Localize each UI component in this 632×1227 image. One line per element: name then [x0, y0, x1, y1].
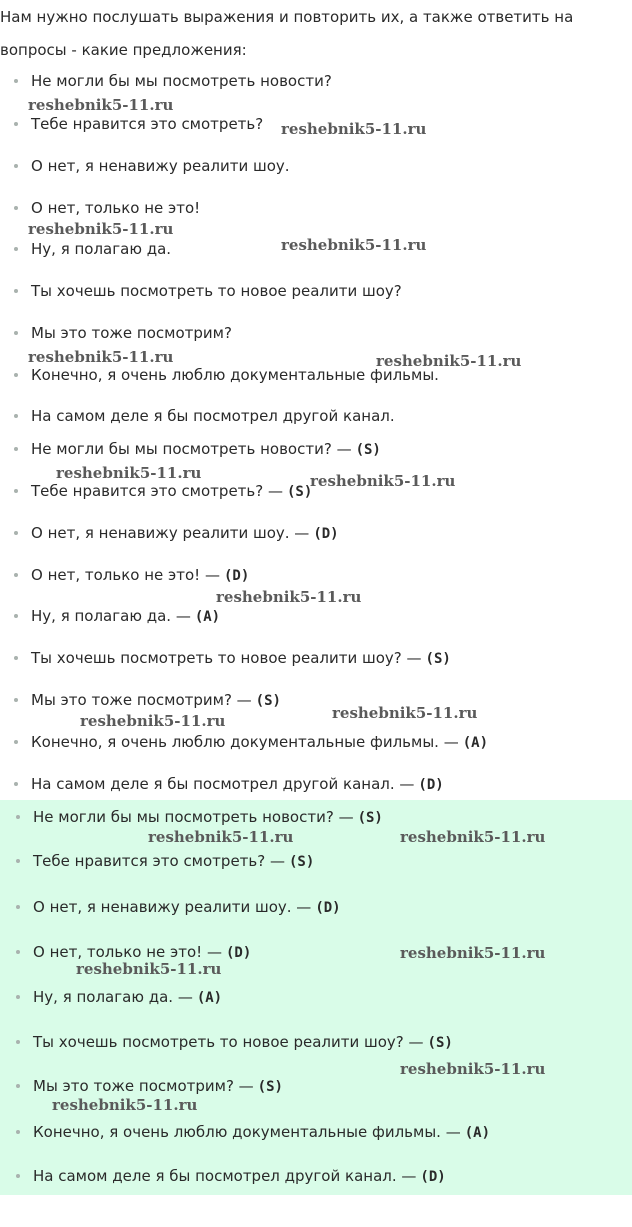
- bullet-icon: [14, 782, 18, 786]
- bullet-icon: [14, 373, 18, 377]
- watermark: reshebnik5-11.ru: [281, 236, 427, 254]
- list-item: О нет, только не это!: [14, 199, 200, 217]
- bullet-icon: [14, 289, 18, 293]
- answer-label: (D): [313, 526, 339, 542]
- answer-label: (S): [357, 810, 383, 826]
- bullet-icon: [16, 859, 20, 863]
- answer-label: (D): [315, 900, 341, 916]
- list-item: О нет, я ненавижу реалити шоу. — (D): [14, 524, 339, 542]
- bullet-icon: [14, 164, 18, 168]
- bullet-icon: [14, 614, 18, 618]
- watermark: reshebnik5-11.ru: [376, 352, 522, 370]
- intro-line-1: Нам нужно послушать выражения и повторить их, а также ответить на: [0, 8, 574, 26]
- list-item: Мы это тоже посмотрим? — (S): [14, 691, 281, 709]
- answer-label: (D): [418, 777, 444, 793]
- list-item: Ты хочешь посмотреть то новое реалити шоу? — (S): [14, 649, 451, 667]
- list-item: На самом деле я бы посмотрел другой канал. — (D): [16, 1167, 446, 1185]
- watermark: reshebnik5-11.ru: [148, 828, 294, 846]
- list-item: О нет, я ненавижу реалити шоу.: [14, 157, 290, 175]
- bullet-icon: [14, 447, 18, 451]
- intro-line-2: вопросы - какие предложения:: [0, 41, 247, 59]
- answer-label: (A): [464, 1125, 491, 1141]
- list-item: О нет, я ненавижу реалити шоу. — (D): [16, 898, 341, 916]
- list-item: Мы это тоже посмотрим? — (S): [16, 1077, 283, 1095]
- answer-label: (D): [420, 1169, 446, 1185]
- list-item: Ну, я полагаю да. — (A): [16, 988, 222, 1006]
- bullet-icon: [14, 489, 18, 493]
- bullet-icon: [16, 995, 20, 999]
- answer-label: (S): [288, 854, 315, 870]
- answer-label: (S): [255, 693, 281, 709]
- watermark: reshebnik5-11.ru: [310, 472, 456, 490]
- bullet-icon: [16, 1040, 20, 1044]
- bullet-icon: [14, 331, 18, 335]
- list-item: О нет, только не это! — (D): [14, 566, 249, 584]
- bullet-icon: [14, 573, 18, 577]
- watermark: reshebnik5-11.ru: [216, 588, 362, 606]
- answer-label: (S): [425, 651, 451, 667]
- bullet-icon: [16, 1084, 20, 1088]
- list-item: Ну, я полагаю да. — (A): [14, 607, 220, 625]
- watermark: reshebnik5-11.ru: [400, 828, 546, 846]
- list-item: На самом деле я бы посмотрел другой канал. — (D): [14, 775, 444, 793]
- bullet-icon: [14, 531, 18, 535]
- list-item: Конечно, я очень люблю документальные фильмы.: [14, 366, 439, 384]
- list-item: Ты хочешь посмотреть то новое реалити шоу? — (S): [16, 1033, 453, 1051]
- list-item: Не могли бы мы посмотреть новости? — (S): [16, 808, 383, 826]
- bullet-icon: [14, 740, 18, 744]
- list-item: Не могли бы мы посмотреть новости? — (S): [14, 440, 381, 458]
- answer-label: (S): [355, 442, 381, 458]
- bullet-icon: [14, 698, 18, 702]
- list-item: Ты хочешь посмотреть то новое реалити шоу?: [14, 282, 402, 300]
- answer-label: (D): [223, 568, 250, 584]
- answer-label: (A): [194, 609, 221, 625]
- answer-label: (S): [427, 1035, 453, 1051]
- watermark: reshebnik5-11.ru: [52, 1096, 198, 1114]
- watermark: reshebnik5-11.ru: [80, 712, 226, 730]
- watermark: reshebnik5-11.ru: [332, 704, 478, 722]
- bullet-icon: [14, 79, 18, 83]
- watermark: reshebnik5-11.ru: [281, 120, 427, 138]
- watermark: reshebnik5-11.ru: [76, 960, 222, 978]
- watermark: reshebnik5-11.ru: [28, 220, 174, 238]
- answer-label: (A): [196, 990, 223, 1006]
- list-item: О нет, только не это! — (D): [16, 943, 251, 961]
- bullet-icon: [16, 1130, 20, 1134]
- list-item: Конечно, я очень люблю документальные фильмы. — (A): [16, 1123, 490, 1141]
- list-item: Тебе нравится это смотреть? — (S): [14, 482, 312, 500]
- list-item: Мы это тоже посмотрим?: [14, 324, 232, 342]
- watermark: reshebnik5-11.ru: [28, 96, 174, 114]
- bullet-icon: [16, 950, 20, 954]
- bullet-icon: [14, 206, 18, 210]
- watermark: reshebnik5-11.ru: [400, 944, 546, 962]
- list-item: Тебе нравится это смотреть?: [14, 115, 263, 133]
- bullet-icon: [16, 1174, 20, 1178]
- answer-label: (S): [286, 484, 313, 500]
- answer-label: (A): [462, 735, 489, 751]
- watermark: reshebnik5-11.ru: [56, 464, 202, 482]
- watermark: reshebnik5-11.ru: [400, 1060, 546, 1078]
- list-item: Не могли бы мы посмотреть новости?: [14, 72, 332, 90]
- bullet-icon: [14, 656, 18, 660]
- bullet-icon: [14, 122, 18, 126]
- bullet-icon: [14, 247, 18, 251]
- bullet-icon: [16, 905, 20, 909]
- list-item: Ну, я полагаю да.: [14, 240, 171, 258]
- bullet-icon: [14, 414, 18, 418]
- list-item: Конечно, я очень люблю документальные фильмы. — (A): [14, 733, 488, 751]
- bullet-icon: [16, 815, 20, 819]
- watermark: reshebnik5-11.ru: [28, 348, 174, 366]
- answer-label: (D): [225, 945, 252, 961]
- list-item: На самом деле я бы посмотрел другой канал.: [14, 407, 395, 425]
- list-item: Тебе нравится это смотреть? — (S): [16, 852, 314, 870]
- answer-label: (S): [257, 1079, 283, 1095]
